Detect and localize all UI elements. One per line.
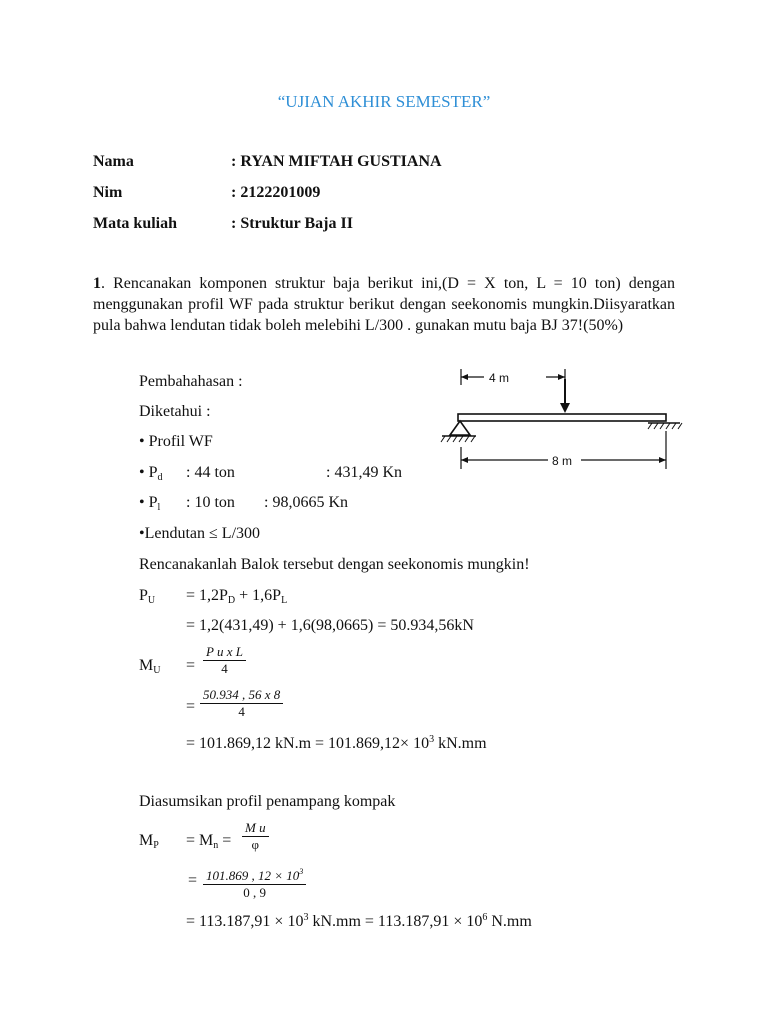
pd-ton: : 44 ton xyxy=(186,464,235,481)
nama-value: : RYAN MIFTAH GUSTIANA xyxy=(231,153,442,170)
mu-fraction-2 xyxy=(200,687,283,720)
mp-result: = $113.187,91 \times 10^3$ $kN.mm = 113.187,91 \times 10^6$ N.mm xyxy=(186,912,532,930)
pu-calculation: = 1,2(431,49) + 1,6(98,0665) = 50.934,56kN xyxy=(186,617,474,634)
mu-result: = 101.869,12 $kN.m = 101.869,12\times 10^3$ kN.mm xyxy=(186,734,487,752)
question-text: . Rencanakan komponen struktur baja berikut ini,(D = X ton, L = 10 ton) dengan menggunakan profil WF pada struktur berikut dengan seekonomis mungkin.Diisyaratkan pula bahwa lendutan tidak boleh melebihi L/300 . gunakan mutu baja BJ 37!(50%) xyxy=(93,275,675,334)
lendutan-item: •Lendutan ≤ L/300 xyxy=(139,525,261,542)
profil-item: • Profil WF xyxy=(139,433,213,450)
question-paragraph xyxy=(93,273,675,336)
mu-fraction2-numerator: 50.934 , 56 x 8 xyxy=(203,687,281,702)
pu-equation: = $1,2P_D + 1,6P_L$ xyxy=(186,587,288,606)
mp-label: $M_P$ xyxy=(139,832,159,851)
design-statement: Rencanakanlah Balok tersebut dengan seekonomis mungkin! xyxy=(139,556,530,573)
solution-heading: Pembahahasan : xyxy=(139,373,243,390)
mp-fraction xyxy=(242,820,269,853)
mu-label: $M_U$ xyxy=(139,657,161,676)
mu-fraction2-denominator: 4 xyxy=(238,704,245,719)
mp-equation: = $M_n$ = xyxy=(186,832,232,851)
beam xyxy=(458,414,666,421)
bottom-dimension-label: 8 m xyxy=(552,454,573,468)
mu-fraction-numerator: P u x L xyxy=(206,644,243,659)
pl-ton: : 10 ton xyxy=(186,494,235,511)
pl-kn: : 98,0665 Kn xyxy=(264,494,348,511)
beam-diagram xyxy=(436,365,686,477)
mp-equals-2: = xyxy=(188,872,198,889)
nim-value: : 2122201009 xyxy=(231,184,321,201)
pin-support-icon xyxy=(441,421,476,442)
mu-fraction xyxy=(203,644,246,677)
mu-equals: = xyxy=(186,657,196,674)
question-number: 1 xyxy=(93,275,101,292)
load-arrow-icon xyxy=(560,403,570,413)
roller-support-icon xyxy=(648,423,682,429)
mu-equals-2: = xyxy=(186,698,196,715)
assumption-text: Diasumsikan profil penampang kompak xyxy=(139,793,396,810)
matkul-label: Mata kuliah xyxy=(93,215,178,232)
nim-label: Nim xyxy=(93,184,123,201)
pl-item: • $P_l$ xyxy=(139,494,161,513)
given-label: Diketahui : xyxy=(139,403,211,420)
pu-label: $P_U$ xyxy=(139,587,156,606)
top-dimension-label: 4 m xyxy=(489,371,510,385)
mp-fraction-2 xyxy=(203,864,306,901)
mu-fraction-denominator: 4 xyxy=(221,661,228,676)
matkul-value: : Struktur Baja II xyxy=(231,215,353,232)
mp-fraction-denominator: φ xyxy=(251,837,260,852)
mp-fraction2-denominator: 0 , 9 xyxy=(243,885,267,900)
pd-item: • $P_d$ xyxy=(139,464,163,483)
pd-kn: : 431,49 Kn xyxy=(326,464,402,481)
page-title: “UJIAN AKHIR SEMESTER” xyxy=(277,92,491,111)
mp-fraction-numerator: M u xyxy=(245,820,266,835)
mp-fraction2-numerator: 101.869 , $12 \times 10^3$ xyxy=(206,867,304,883)
nama-label: Nama xyxy=(93,153,134,170)
